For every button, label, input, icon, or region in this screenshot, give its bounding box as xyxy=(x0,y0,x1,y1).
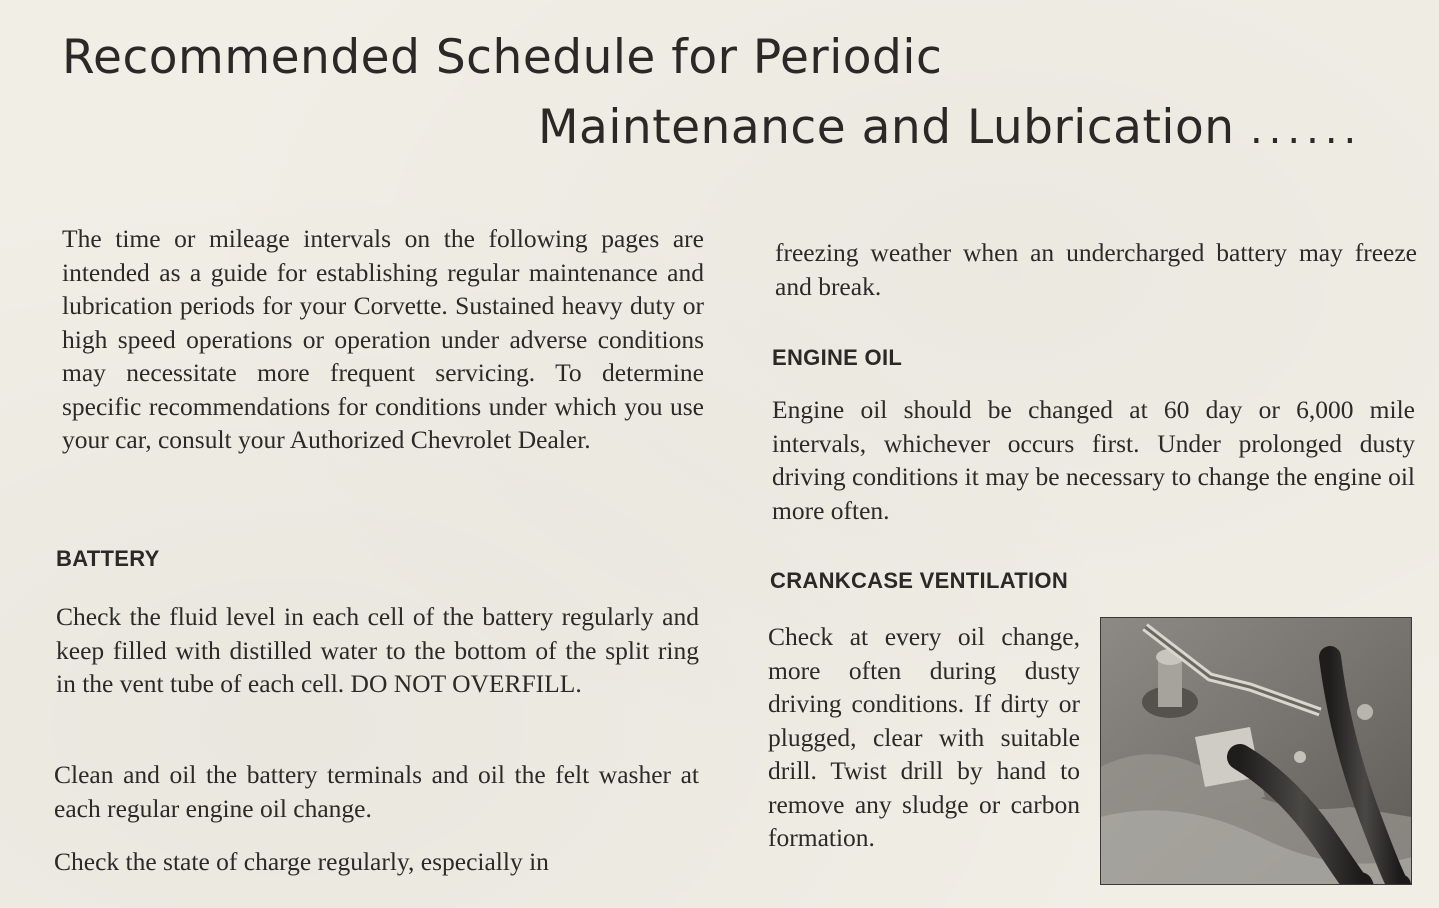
engine-photo xyxy=(1100,617,1412,885)
page-title-line-2 xyxy=(538,100,1362,155)
intro-paragraph xyxy=(62,222,704,457)
engine-oil-heading: ENGINE OIL xyxy=(772,345,903,370)
title-leader-dots: ...... xyxy=(1249,107,1363,153)
battery-text-3: Check the state of charge regularly, especially in xyxy=(54,847,549,876)
battery-paragraph-3 xyxy=(54,845,697,879)
crankcase-ventilation-text: Check at every oil change, more often during dusty driving conditions. If dirty or plugged, clear with suitable drill. Twist drill by hand to remove any sludge or carbon formation. xyxy=(768,622,1080,852)
battery-text-1: Check the fluid level in each cell of the battery regularly and keep filled with distilled water to the bottom of the split ring in the vent tube of each cell. DO NOT OVERFILL. xyxy=(56,602,699,698)
crankcase-ventilation-heading: CRANKCASE VENTILATION xyxy=(770,568,1069,593)
engine-oil-paragraph xyxy=(772,393,1415,527)
battery-text-2: Clean and oil the battery terminals and oil the felt washer at each regular engine oil change. xyxy=(54,760,699,823)
page-title-line-1: Recommended Schedule for Periodic xyxy=(62,30,943,85)
battery-continuation xyxy=(775,236,1417,303)
battery-paragraph-1 xyxy=(56,600,699,701)
intro-text: The time or mileage intervals on the following pages are intended as a guide for establishing regular maintenance and lubrication periods for your Corvette. Sustained heavy duty or high speed operations or operation under adverse conditions may necessitate more frequent servicing. To determine specific recommendations for conditions under which you use your car, consult your Authorized Chevrolet Dealer. xyxy=(62,224,704,454)
battery-paragraph-2 xyxy=(54,758,699,825)
engine-photo-image xyxy=(1100,617,1412,885)
engine-oil-text: Engine oil should be changed at 60 day or 6,000 mile intervals, whichever occurs first. Under prolonged dusty driving conditions it may be necessary to change the engine oil more often. xyxy=(772,395,1415,525)
battery-heading: BATTERY xyxy=(56,546,160,571)
crankcase-ventilation-paragraph xyxy=(768,620,1080,855)
battery-continuation-text: freezing weather when an undercharged battery may freeze and break. xyxy=(775,238,1417,301)
page-title-line-2-text: Maintenance and Lubrication xyxy=(538,100,1235,155)
